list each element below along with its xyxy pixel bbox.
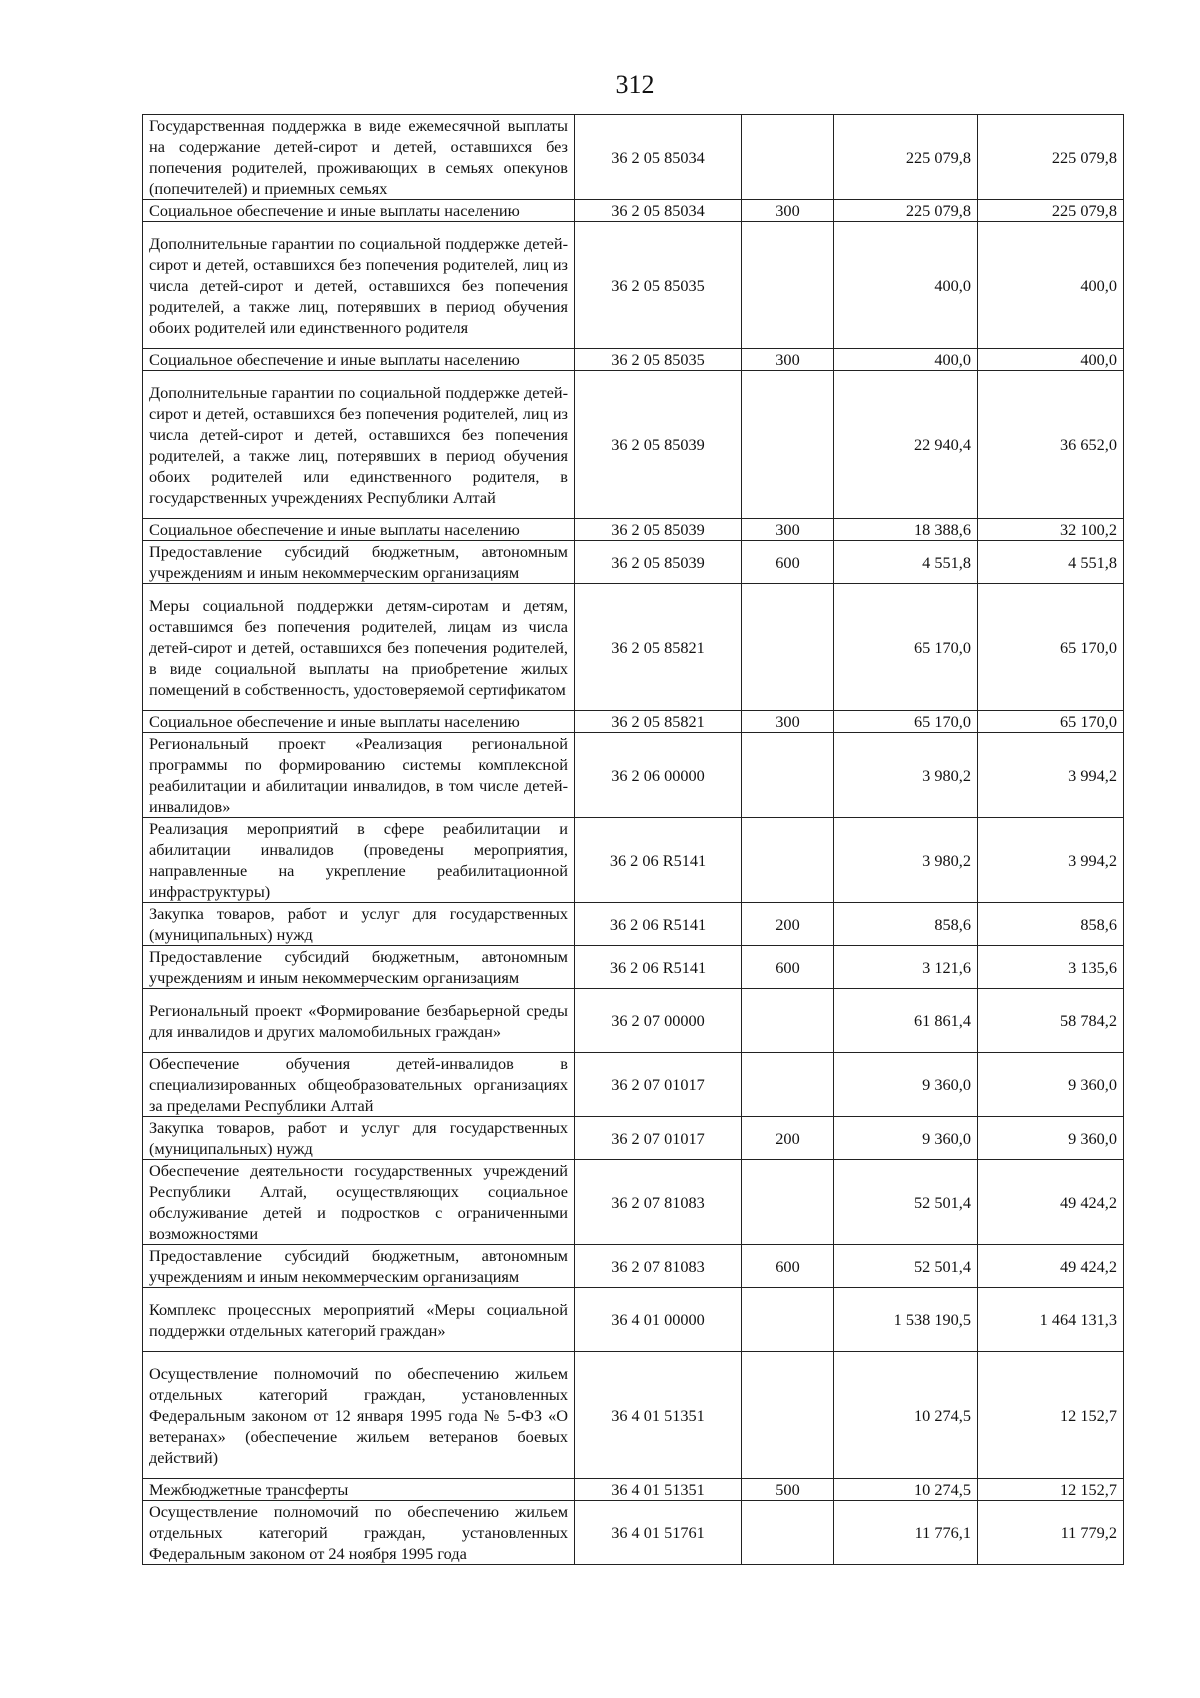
row-name: Закупка товаров, работ и услуг для государственных (муниципальных) нужд	[143, 903, 575, 946]
table-row	[143, 222, 1124, 349]
table-row	[143, 1117, 1124, 1160]
row-code: 36 2 05 85039	[575, 371, 742, 519]
row-sum-1: 9 360,0	[834, 1117, 978, 1160]
row-code: 36 2 07 81083	[575, 1160, 742, 1245]
row-code: 36 2 05 85034	[575, 115, 742, 200]
row-sum-1: 18 388,6	[834, 519, 978, 541]
row-name: Социальное обеспечение и иные выплаты населению	[143, 711, 575, 733]
row-vr	[742, 1501, 834, 1565]
row-sum-1: 11 776,1	[834, 1501, 978, 1565]
row-sum-1: 225 079,8	[834, 115, 978, 200]
row-vr: 600	[742, 946, 834, 989]
row-name: Обеспечение деятельности государственных учреждений Республики Алтай, осуществляющих социальное обслуживание детей и подростков с ограниченными возможностями	[143, 1160, 575, 1245]
row-vr	[742, 222, 834, 349]
row-code: 36 2 05 85821	[575, 711, 742, 733]
table-row	[143, 946, 1124, 989]
row-code: 36 2 06 00000	[575, 733, 742, 818]
table-row	[143, 200, 1124, 222]
row-name: Дополнительные гарантии по социальной поддержке детей-сирот и детей, оставшихся без попечения родителей, лиц из числа детей-сирот и детей, оставшихся без попечения родителей, а также лиц, потерявших в период обучения обоих родителей или единственного родителя	[143, 222, 575, 349]
row-sum-2: 49 424,2	[978, 1245, 1124, 1288]
row-name: Обеспечение обучения детей-инвалидов в специализированных общеобразовательных организациях за пределами Республики Алтай	[143, 1053, 575, 1117]
row-sum-1: 4 551,8	[834, 541, 978, 584]
row-name: Государственная поддержка в виде ежемесячной выплаты на содержание детей-сирот и детей, оставшихся без попечения родителей, проживающих в семьях опекунов (попечителей) и приемных семьях	[143, 115, 575, 200]
row-sum-2: 1 464 131,3	[978, 1288, 1124, 1352]
row-sum-1: 9 360,0	[834, 1053, 978, 1117]
row-vr	[742, 733, 834, 818]
table-row	[143, 371, 1124, 519]
table-row	[143, 733, 1124, 818]
row-code: 36 2 06 R5141	[575, 946, 742, 989]
row-sum-2: 36 652,0	[978, 371, 1124, 519]
row-name: Комплекс процессных мероприятий «Меры социальной поддержки отдельных категорий граждан»	[143, 1288, 575, 1352]
row-vr	[742, 115, 834, 200]
row-vr: 600	[742, 1245, 834, 1288]
row-sum-1: 3 980,2	[834, 818, 978, 903]
row-sum-2: 12 152,7	[978, 1479, 1124, 1501]
row-code: 36 2 05 85035	[575, 222, 742, 349]
row-code: 36 2 07 81083	[575, 1245, 742, 1288]
row-code: 36 2 07 01017	[575, 1117, 742, 1160]
table-row	[143, 1288, 1124, 1352]
table-row	[143, 989, 1124, 1053]
row-sum-1: 52 501,4	[834, 1160, 978, 1245]
row-vr: 300	[742, 519, 834, 541]
row-vr	[742, 1288, 834, 1352]
row-vr: 300	[742, 200, 834, 222]
table-row	[143, 1245, 1124, 1288]
row-sum-2: 225 079,8	[978, 115, 1124, 200]
table-row	[143, 519, 1124, 541]
row-sum-2: 3 994,2	[978, 818, 1124, 903]
row-code: 36 2 05 85039	[575, 541, 742, 584]
row-code: 36 2 05 85035	[575, 349, 742, 371]
row-sum-1: 10 274,5	[834, 1352, 978, 1479]
row-vr: 500	[742, 1479, 834, 1501]
row-sum-2: 65 170,0	[978, 584, 1124, 711]
row-sum-2: 400,0	[978, 222, 1124, 349]
row-name: Социальное обеспечение и иные выплаты населению	[143, 349, 575, 371]
row-vr: 300	[742, 349, 834, 371]
row-sum-1: 3 980,2	[834, 733, 978, 818]
row-vr: 200	[742, 903, 834, 946]
row-code: 36 4 01 51351	[575, 1479, 742, 1501]
row-vr	[742, 989, 834, 1053]
row-vr	[742, 1160, 834, 1245]
row-name: Социальное обеспечение и иные выплаты населению	[143, 200, 575, 222]
row-sum-2: 9 360,0	[978, 1053, 1124, 1117]
row-vr	[742, 1053, 834, 1117]
row-name: Региональный проект «Реализация региональной программы по формированию системы комплексной реабилитации и абилитации инвалидов, в том числе детей-инвалидов»	[143, 733, 575, 818]
table-row	[143, 541, 1124, 584]
table-row	[143, 711, 1124, 733]
row-sum-1: 3 121,6	[834, 946, 978, 989]
table-row	[143, 1479, 1124, 1501]
row-code: 36 2 05 85821	[575, 584, 742, 711]
row-sum-1: 400,0	[834, 222, 978, 349]
row-sum-2: 32 100,2	[978, 519, 1124, 541]
row-sum-1: 10 274,5	[834, 1479, 978, 1501]
row-name: Закупка товаров, работ и услуг для государственных (муниципальных) нужд	[143, 1117, 575, 1160]
table-row	[143, 584, 1124, 711]
row-name: Меры социальной поддержки детям-сиротам и детям, оставшимся без попечения родителей, лицам из числа детей-сирот и детей, оставшихся без попечения родителей, в виде социальной выплаты на приобретение жилых помещений в собственность, удостоверяемой сертификатом	[143, 584, 575, 711]
row-code: 36 2 05 85039	[575, 519, 742, 541]
budget-table-body	[143, 115, 1124, 1565]
row-sum-2: 4 551,8	[978, 541, 1124, 584]
table-row	[143, 115, 1124, 200]
row-vr: 600	[742, 541, 834, 584]
row-code: 36 2 07 01017	[575, 1053, 742, 1117]
table-row	[143, 818, 1124, 903]
row-sum-1: 1 538 190,5	[834, 1288, 978, 1352]
table-row	[143, 1352, 1124, 1479]
row-code: 36 2 07 00000	[575, 989, 742, 1053]
table-row	[143, 1160, 1124, 1245]
row-vr	[742, 584, 834, 711]
row-sum-2: 400,0	[978, 349, 1124, 371]
row-name: Предоставление субсидий бюджетным, автономным учреждениям и иным некоммерческим организациям	[143, 541, 575, 584]
row-vr: 200	[742, 1117, 834, 1160]
row-name: Предоставление субсидий бюджетным, автономным учреждениям и иным некоммерческим организациям	[143, 946, 575, 989]
row-name: Осуществление полномочий по обеспечению жильем отдельных категорий граждан, установленных Федеральным законом от 12 января 1995 года № 5-ФЗ «О ветеранах» (обеспечение жильем ветеранов боевых действий)	[143, 1352, 575, 1479]
budget-table	[142, 114, 1124, 1565]
row-name: Региональный проект «Формирование безбарьерной среды для инвалидов и других маломобильных граждан»	[143, 989, 575, 1053]
row-name: Межбюджетные трансферты	[143, 1479, 575, 1501]
table-row	[143, 1053, 1124, 1117]
row-code: 36 2 06 R5141	[575, 903, 742, 946]
row-sum-2: 49 424,2	[978, 1160, 1124, 1245]
table-row	[143, 349, 1124, 371]
row-vr	[742, 371, 834, 519]
row-sum-2: 58 784,2	[978, 989, 1124, 1053]
row-sum-2: 225 079,8	[978, 200, 1124, 222]
row-name: Осуществление полномочий по обеспечению жильем отдельных категорий граждан, установленных Федеральным законом от 24 ноября 1995 года	[143, 1501, 575, 1565]
row-code: 36 2 06 R5141	[575, 818, 742, 903]
row-sum-2: 858,6	[978, 903, 1124, 946]
row-sum-2: 65 170,0	[978, 711, 1124, 733]
row-sum-1: 858,6	[834, 903, 978, 946]
row-sum-1: 22 940,4	[834, 371, 978, 519]
row-code: 36 4 01 51761	[575, 1501, 742, 1565]
row-sum-1: 225 079,8	[834, 200, 978, 222]
row-sum-1: 61 861,4	[834, 989, 978, 1053]
row-vr: 300	[742, 711, 834, 733]
row-sum-1: 52 501,4	[834, 1245, 978, 1288]
row-vr	[742, 1352, 834, 1479]
row-sum-2: 11 779,2	[978, 1501, 1124, 1565]
row-name: Реализация мероприятий в сфере реабилитации и абилитации инвалидов (проведены мероприятия, направленные на укрепление реабилитационной инфраструктуры)	[143, 818, 575, 903]
row-sum-2: 3 135,6	[978, 946, 1124, 989]
row-name: Дополнительные гарантии по социальной поддержке детей-сирот и детей, оставшихся без попечения родителей, лиц из числа детей-сирот и детей, оставшихся без попечения родителей, а также лиц, потерявших в период обучения обоих родителей или единственного родителя, в государственных учреждениях Республики Алтай	[143, 371, 575, 519]
row-code: 36 4 01 00000	[575, 1288, 742, 1352]
row-sum-2: 12 152,7	[978, 1352, 1124, 1479]
row-vr	[742, 818, 834, 903]
row-name: Социальное обеспечение и иные выплаты населению	[143, 519, 575, 541]
row-sum-1: 400,0	[834, 349, 978, 371]
row-sum-2: 3 994,2	[978, 733, 1124, 818]
table-row	[143, 1501, 1124, 1565]
row-code: 36 2 05 85034	[575, 200, 742, 222]
row-sum-1: 65 170,0	[834, 584, 978, 711]
row-code: 36 4 01 51351	[575, 1352, 742, 1479]
row-name: Предоставление субсидий бюджетным, автономным учреждениям и иным некоммерческим организациям	[143, 1245, 575, 1288]
row-sum-2: 9 360,0	[978, 1117, 1124, 1160]
page-number: 312	[615, 70, 655, 99]
row-sum-1: 65 170,0	[834, 711, 978, 733]
table-row	[143, 903, 1124, 946]
